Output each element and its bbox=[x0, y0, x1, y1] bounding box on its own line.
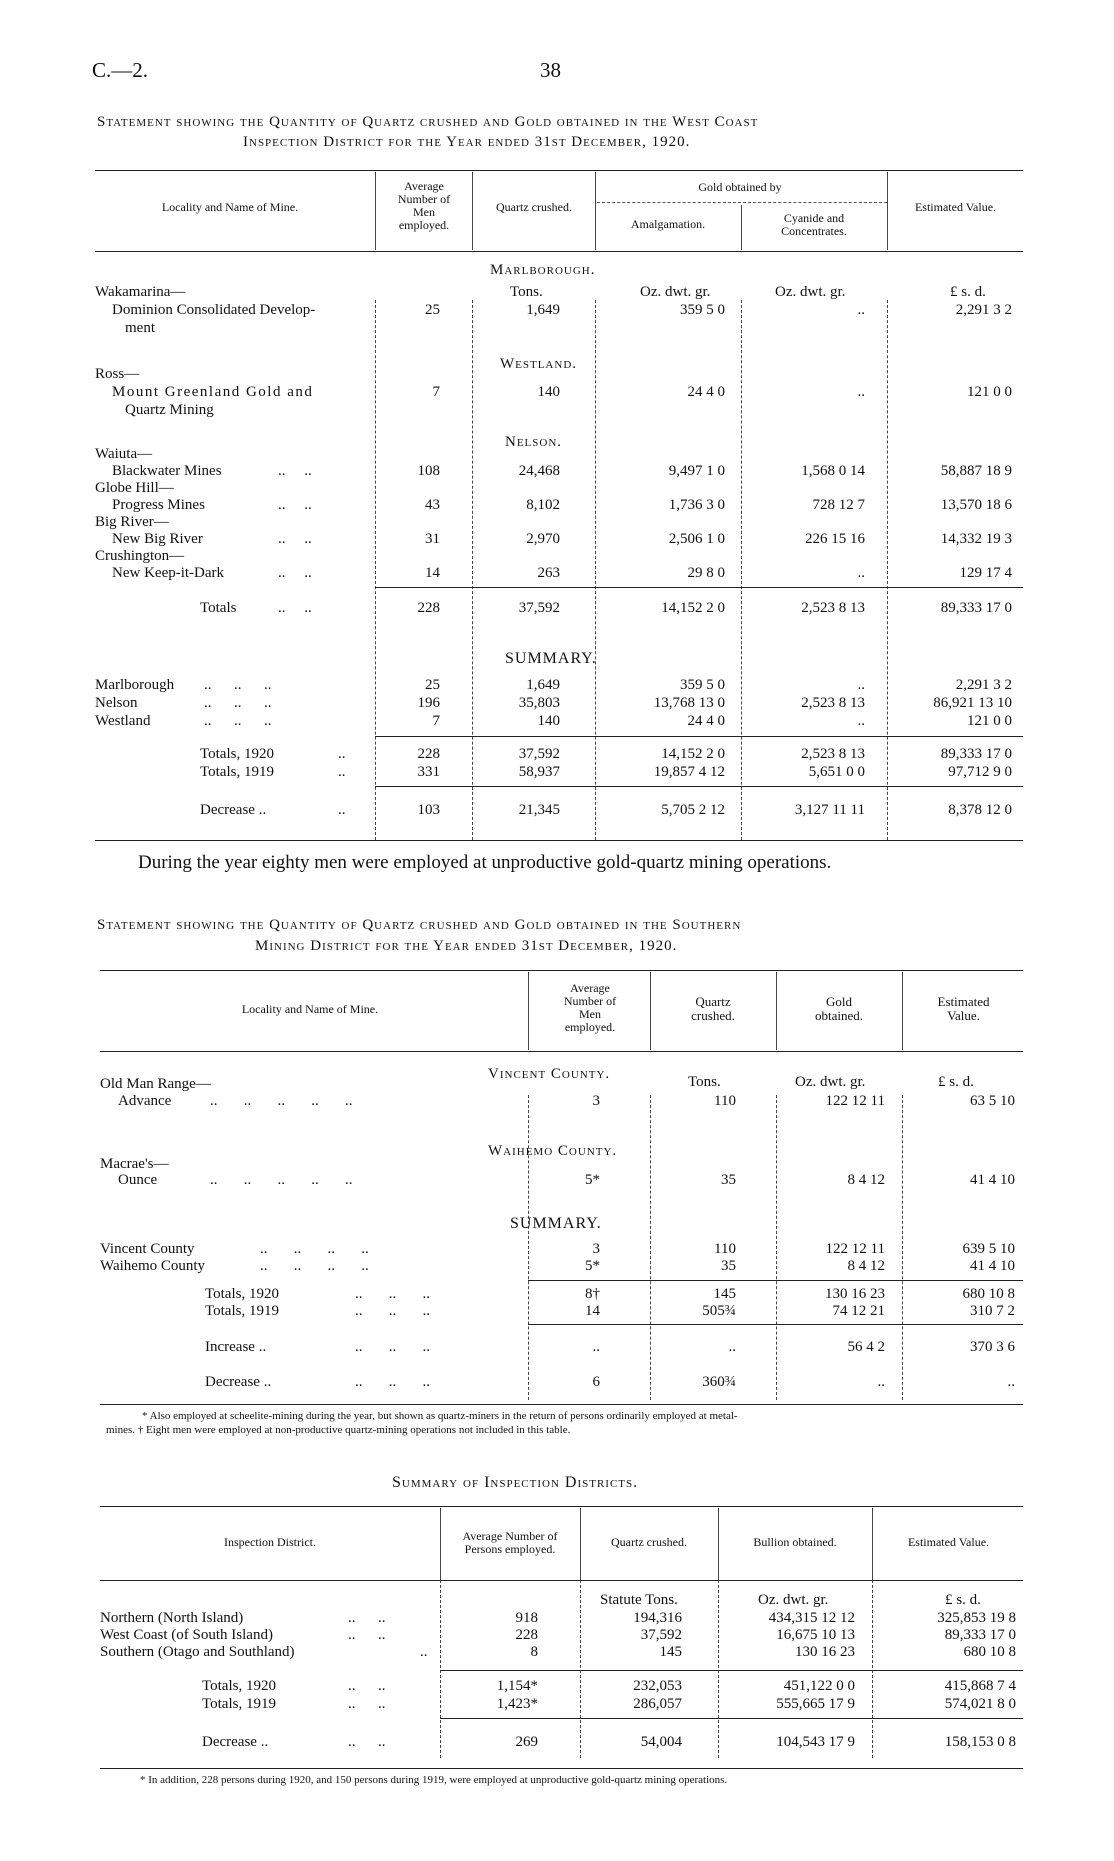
wc-decrease-value: 8,378 12 0 bbox=[948, 802, 1012, 818]
districts-decrease-quartz: 54,004 bbox=[640, 1734, 682, 1750]
wc-section-summary: SUMMARY. bbox=[505, 650, 597, 667]
districts-decrease-bullion: 104,543 17 9 bbox=[776, 1734, 855, 1750]
districts-row-label: West Coast (of South Island) bbox=[100, 1627, 273, 1643]
wc-header-cyanide: Cyanide and Concentrates. bbox=[781, 211, 847, 238]
wc-totals1920-amalgamation: 14,152 2 0 bbox=[661, 746, 725, 762]
wc-summary-cyanide: .. bbox=[857, 677, 865, 693]
south-bottom-rule bbox=[100, 1404, 1023, 1405]
south-row-mine: Ounce bbox=[118, 1172, 158, 1188]
wc-row-amalgamation: 29 8 0 bbox=[687, 565, 725, 581]
wc-row-men: 25 bbox=[425, 302, 440, 318]
wc-totals-cyanide: 2,523 8 13 bbox=[801, 600, 865, 616]
south-row-gold: 122 12 11 bbox=[825, 1093, 885, 1109]
south-summary-men: 5* bbox=[585, 1258, 600, 1274]
districts-column-line bbox=[872, 1580, 873, 1758]
south-section-summary: SUMMARY. bbox=[510, 1215, 602, 1232]
south-totals1920-label: Totals, 1920 bbox=[205, 1286, 279, 1302]
districts-top-rule bbox=[100, 1506, 1023, 1507]
south-section-waihemo: Waihemo County. bbox=[488, 1143, 618, 1159]
districts-leader-dots: .. .. bbox=[348, 1734, 386, 1750]
wc-row-locality: Ross— bbox=[95, 366, 140, 382]
south-row-quartz: 35 bbox=[721, 1172, 736, 1188]
wc-row-men: 31 bbox=[425, 531, 440, 547]
south-leader-dots: .. .. .. .. .. bbox=[210, 1172, 353, 1188]
wc-row-locality: Wakamarina— bbox=[95, 284, 186, 300]
south-footnote-line1: * Also employed at scheelite-mining during the year, but shown as quartz-miners in the return of persons ordinarily employed at metal- bbox=[142, 1410, 738, 1422]
wc-summary-label: Westland bbox=[95, 713, 151, 729]
wc-row-mine: Mount Greenland Gold and bbox=[112, 384, 314, 400]
wc-header-gold: Gold obtained by bbox=[698, 180, 782, 194]
wc-column-line bbox=[595, 300, 596, 840]
wc-summary-value: 86,921 13 10 bbox=[933, 695, 1012, 711]
districts-unit-oz: Oz. dwt. gr. bbox=[758, 1592, 829, 1608]
wc-row-quartz: 8,102 bbox=[526, 497, 560, 513]
south-diff-rule bbox=[528, 1324, 1023, 1325]
wc-totals1919-label: Totals, 1919 bbox=[200, 764, 274, 780]
south-leader-dots: .. .. .. bbox=[355, 1303, 430, 1319]
districts-totals1920-quartz: 232,053 bbox=[633, 1678, 682, 1694]
unproductive-note: During the year eighty men were employed at unproductive gold-quartz mining operations. bbox=[138, 852, 832, 873]
districts-row-label: Northern (North Island) bbox=[100, 1610, 244, 1626]
wc-row-quartz: 140 bbox=[537, 384, 560, 400]
wc-header-gold-rule bbox=[597, 202, 887, 203]
south-totals1919-gold: 74 12 21 bbox=[832, 1303, 885, 1319]
wc-row-cyanide: .. bbox=[857, 384, 865, 400]
wc-unit-oz-cyan: Oz. dwt. gr. bbox=[775, 284, 846, 300]
south-header-gold: Gold obtained. bbox=[814, 994, 863, 1023]
south-footnote-line2: mines. † Eight men were employed at non-productive quartz-mining operations not included in this table. bbox=[106, 1424, 571, 1436]
south-totals1920-value: 680 10 8 bbox=[962, 1286, 1015, 1302]
south-section-vincent: Vincent County. bbox=[488, 1066, 611, 1082]
wc-totals1920-value: 89,333 17 0 bbox=[940, 746, 1012, 762]
districts-row-quartz: 145 bbox=[659, 1644, 682, 1660]
districts-totals1919-bullion: 555,665 17 9 bbox=[776, 1696, 855, 1712]
wc-row-mine: Dominion Consolidated Develop- bbox=[112, 302, 316, 318]
page-number: 38 bbox=[540, 58, 561, 82]
districts-totals1920-label: Totals, 1920 bbox=[202, 1678, 276, 1694]
south-summary-label: Waihemo County bbox=[100, 1258, 206, 1274]
south-unit-tons: Tons. bbox=[688, 1074, 721, 1090]
south-row-men: 5* bbox=[585, 1172, 600, 1188]
south-leader-dots: .. .. .. bbox=[355, 1286, 430, 1302]
wc-bottom-rule bbox=[95, 840, 1023, 841]
wc-header-locality: Locality and Name of Mine. bbox=[161, 200, 299, 214]
wc-totals1920-label: Totals, 1920 bbox=[200, 746, 274, 762]
districts-totals-rule bbox=[440, 1670, 1023, 1671]
wc-leader-dots: .. .. .. bbox=[204, 677, 272, 693]
wc-row-cyanide: .. bbox=[857, 565, 865, 581]
south-summary-value: 41 4 10 bbox=[970, 1258, 1015, 1274]
south-header-divider bbox=[902, 972, 903, 1050]
districts-header-divider bbox=[872, 1508, 873, 1580]
south-header-men: Average Number of Men employed. bbox=[563, 981, 617, 1034]
south-leader-dots: .. .. .. bbox=[355, 1374, 430, 1390]
south-decrease-value: .. bbox=[1007, 1374, 1015, 1390]
south-leader-dots: .. .. .. .. bbox=[260, 1258, 369, 1274]
wc-row-quartz: 263 bbox=[537, 565, 560, 581]
wc-row-mine-cont: Quartz Mining bbox=[125, 402, 214, 418]
wc-row-locality: Waiuta— bbox=[95, 446, 153, 462]
south-summary-value: 639 5 10 bbox=[962, 1241, 1015, 1257]
districts-leader-dots: .. .. bbox=[348, 1696, 386, 1712]
districts-row-label: Southern (Otago and Southland) bbox=[100, 1644, 295, 1660]
wc-leader-dots: .. .. bbox=[278, 565, 312, 581]
wc-row-amalgamation: 1,736 3 0 bbox=[668, 497, 725, 513]
wc-summary-value: 121 0 0 bbox=[967, 713, 1012, 729]
south-row-quartz: 110 bbox=[714, 1093, 736, 1109]
wc-column-line bbox=[472, 300, 473, 840]
wc-summary-cyanide: 2,523 8 13 bbox=[801, 695, 865, 711]
districts-column-line bbox=[440, 1580, 441, 1758]
districts-decrease-rule bbox=[440, 1718, 1023, 1719]
districts-unit-money: £ s. d. bbox=[945, 1592, 981, 1608]
wc-summary-amalgamation: 359 5 0 bbox=[680, 677, 725, 693]
south-leader-dots: .. .. .. .. .. bbox=[210, 1093, 353, 1109]
districts-totals1919-label: Totals, 1919 bbox=[202, 1696, 276, 1712]
wc-totals1919-quartz: 58,937 bbox=[518, 764, 560, 780]
districts-decrease-persons: 269 bbox=[515, 1734, 538, 1750]
south-row-mine: Advance bbox=[118, 1093, 172, 1109]
south-row-locality: Macrae's— bbox=[100, 1156, 169, 1172]
south-totals1919-value: 310 7 2 bbox=[970, 1303, 1015, 1319]
west-coast-title-line2: Inspection District for the Year ended 31st December, 1920. bbox=[243, 134, 691, 150]
wc-totals-rule bbox=[375, 736, 1023, 737]
wc-totals-rule bbox=[375, 587, 1023, 588]
wc-row-men: 7 bbox=[432, 384, 440, 400]
wc-header-divider bbox=[375, 172, 376, 250]
districts-row-persons: 8 bbox=[530, 1644, 538, 1660]
south-row-value: 63 5 10 bbox=[970, 1093, 1015, 1109]
wc-unit-money: £ s. d. bbox=[950, 284, 986, 300]
wc-row-quartz: 24,468 bbox=[518, 463, 560, 479]
districts-leader-dots: .. .. bbox=[348, 1678, 386, 1694]
south-increase-men: .. bbox=[592, 1339, 600, 1355]
wc-decrease-label: Decrease .. bbox=[200, 802, 267, 818]
wc-row-locality: Globe Hill— bbox=[95, 480, 174, 496]
page-reference: C.—2. bbox=[92, 58, 149, 82]
districts-header-divider bbox=[440, 1508, 441, 1580]
wc-header-men: Average Number of Men employed. bbox=[397, 179, 451, 232]
districts-header-quartz: Quartz crushed. bbox=[611, 1535, 687, 1549]
wc-summary-quartz: 1,649 bbox=[526, 677, 560, 693]
districts-row-persons: 918 bbox=[515, 1610, 538, 1626]
wc-summary-amalgamation: 24 4 0 bbox=[687, 713, 725, 729]
south-column-line bbox=[776, 1095, 777, 1400]
wc-row-cyanide: 728 12 7 bbox=[812, 497, 865, 513]
districts-row-bullion: 16,675 10 13 bbox=[776, 1627, 855, 1643]
west-coast-top-rule bbox=[95, 170, 1023, 171]
districts-bottom-rule bbox=[100, 1768, 1023, 1769]
south-leader-dots: .. .. .. bbox=[355, 1339, 430, 1355]
wc-row-men: 108 bbox=[417, 463, 440, 479]
wc-column-line bbox=[741, 300, 742, 840]
south-increase-label: Increase .. bbox=[205, 1339, 267, 1355]
south-row-locality: Old Man Range— bbox=[100, 1076, 211, 1092]
districts-row-quartz: 194,316 bbox=[633, 1610, 682, 1626]
wc-row-amalgamation: 9,497 1 0 bbox=[668, 463, 725, 479]
wc-totals1919-value: 97,712 9 0 bbox=[948, 764, 1012, 780]
wc-column-line bbox=[887, 300, 888, 840]
wc-decrease-rule bbox=[375, 786, 1023, 787]
south-totals1920-gold: 130 16 23 bbox=[825, 1286, 885, 1302]
wc-column-line bbox=[375, 300, 376, 840]
south-increase-quartz: .. bbox=[728, 1339, 736, 1355]
districts-row-value: 680 10 8 bbox=[963, 1644, 1016, 1660]
south-decrease-label: Decrease .. bbox=[205, 1374, 272, 1390]
wc-totals1919-cyanide: 5,651 0 0 bbox=[808, 764, 865, 780]
wc-leader-dots: .. .. bbox=[278, 497, 312, 513]
wc-summary-label: Marlborough bbox=[95, 677, 175, 693]
south-row-gold: 8 4 12 bbox=[847, 1172, 885, 1188]
wc-row-mine-cont: ment bbox=[125, 320, 155, 336]
south-top-rule bbox=[100, 970, 1023, 971]
wc-header-value: Estimated Value. bbox=[914, 200, 997, 214]
districts-row-value: 89,333 17 0 bbox=[944, 1627, 1016, 1643]
south-row-men: 3 bbox=[592, 1093, 600, 1109]
wc-row-mine: New Big River bbox=[112, 531, 203, 547]
districts-row-bullion: 434,315 12 12 bbox=[768, 1610, 855, 1626]
south-summary-quartz: 35 bbox=[721, 1258, 736, 1274]
districts-totals1920-value: 415,868 7 4 bbox=[944, 1678, 1016, 1694]
districts-totals1920-persons: 1,154* bbox=[496, 1678, 538, 1694]
wc-row-amalgamation: 2,506 1 0 bbox=[668, 531, 725, 547]
wc-row-quartz: 1,649 bbox=[526, 302, 560, 318]
districts-leader-dots: .. bbox=[420, 1644, 428, 1660]
wc-section-nelson: Nelson. bbox=[505, 434, 563, 450]
districts-leader-dots: .. .. bbox=[348, 1610, 386, 1626]
south-totals1919-quartz: 505¾ bbox=[702, 1303, 736, 1319]
southern-title-line1: Statement showing the Quantity of Quartz crushed and Gold obtained in the Southern bbox=[97, 917, 742, 933]
districts-header-persons: Average Number of Persons employed. bbox=[462, 1529, 558, 1556]
wc-totals1920-cyanide: 2,523 8 13 bbox=[801, 746, 865, 762]
districts-totals1919-persons: 1,423* bbox=[496, 1696, 538, 1712]
wc-unit-oz-amal: Oz. dwt. gr. bbox=[640, 284, 711, 300]
south-column-line bbox=[902, 1095, 903, 1400]
wc-row-value: 58,887 18 9 bbox=[940, 463, 1012, 479]
wc-totals-men: 228 bbox=[417, 600, 440, 616]
districts-row-value: 325,853 19 8 bbox=[937, 1610, 1016, 1626]
districts-totals1920-bullion: 451,122 0 0 bbox=[783, 1678, 855, 1694]
wc-row-value: 13,570 18 6 bbox=[940, 497, 1012, 513]
districts-header-bullion: Bullion obtained. bbox=[753, 1535, 837, 1549]
wc-row-value: 14,332 19 3 bbox=[940, 531, 1012, 547]
wc-leader-dots: .. .. bbox=[278, 531, 312, 547]
wc-row-value: 129 17 4 bbox=[959, 565, 1012, 581]
south-header-divider bbox=[528, 972, 529, 1050]
south-header-divider bbox=[650, 972, 651, 1050]
districts-header-divider bbox=[580, 1508, 581, 1580]
south-unit-oz: Oz. dwt. gr. bbox=[795, 1074, 866, 1090]
south-totals1920-men: 8† bbox=[585, 1286, 600, 1302]
south-summary-label: Vincent County bbox=[100, 1241, 195, 1257]
south-decrease-gold: .. bbox=[877, 1374, 885, 1390]
wc-unit-tons: Tons. bbox=[510, 284, 543, 300]
south-totals1919-label: Totals, 1919 bbox=[205, 1303, 279, 1319]
wc-row-men: 43 bbox=[425, 497, 440, 513]
south-leader-dots: .. .. .. .. bbox=[260, 1241, 369, 1257]
wc-header-quartz: Quartz crushed. bbox=[496, 200, 572, 214]
districts-column-line bbox=[718, 1580, 719, 1758]
wc-section-marlborough: Marlborough. bbox=[490, 262, 596, 278]
south-column-line bbox=[528, 1095, 529, 1400]
districts-title: Summary of Inspection Districts. bbox=[392, 1474, 639, 1491]
wc-totals1919-amalgamation: 19,857 4 12 bbox=[653, 764, 725, 780]
south-decrease-men: 6 bbox=[592, 1374, 600, 1390]
wc-leader-dots: .. bbox=[338, 746, 346, 762]
south-totals1919-men: 14 bbox=[585, 1303, 600, 1319]
districts-row-quartz: 37,592 bbox=[640, 1627, 682, 1643]
districts-leader-dots: .. .. bbox=[348, 1627, 386, 1643]
wc-leader-dots: .. .. .. bbox=[204, 695, 272, 711]
wc-totals1920-men: 228 bbox=[417, 746, 440, 762]
wc-summary-label: Nelson bbox=[95, 695, 138, 711]
wc-row-locality: Big River— bbox=[95, 514, 169, 530]
wc-header-amalgamation: Amalgamation. bbox=[630, 217, 706, 231]
south-totals-rule bbox=[528, 1280, 1023, 1281]
districts-header-divider bbox=[718, 1508, 719, 1580]
wc-section-westland: Westland. bbox=[500, 356, 578, 372]
south-summary-gold: 8 4 12 bbox=[847, 1258, 885, 1274]
wc-row-men: 14 bbox=[425, 565, 440, 581]
wc-summary-amalgamation: 13,768 13 0 bbox=[653, 695, 725, 711]
south-increase-value: 370 3 6 bbox=[970, 1339, 1015, 1355]
wc-summary-men: 25 bbox=[425, 677, 440, 693]
south-summary-quartz: 110 bbox=[714, 1241, 736, 1257]
wc-leader-dots: .. bbox=[338, 802, 346, 818]
wc-decrease-cyanide: 3,127 11 11 bbox=[794, 802, 865, 818]
districts-header-district: Inspection District. bbox=[224, 1535, 316, 1549]
south-header-divider bbox=[776, 972, 777, 1050]
south-header-value: Estimated Value. bbox=[937, 994, 990, 1023]
wc-row-amalgamation: 359 5 0 bbox=[680, 302, 725, 318]
districts-header-bottom-rule bbox=[100, 1580, 1023, 1581]
wc-totals-quartz: 37,592 bbox=[518, 600, 560, 616]
districts-column-line bbox=[580, 1580, 581, 1758]
south-summary-gold: 122 12 11 bbox=[825, 1241, 885, 1257]
wc-header-bottom-rule bbox=[95, 251, 1023, 252]
districts-totals1919-value: 574,021 8 0 bbox=[944, 1696, 1016, 1712]
districts-totals1919-quartz: 286,057 bbox=[633, 1696, 682, 1712]
wc-header-divider bbox=[472, 172, 473, 250]
districts-unit-tons: Statute Tons. bbox=[600, 1592, 678, 1608]
west-coast-title-line1: Statement showing the Quantity of Quartz crushed and Gold obtained in the West Coast bbox=[97, 114, 759, 130]
wc-totals-amalgamation: 14,152 2 0 bbox=[661, 600, 725, 616]
south-row-value: 41 4 10 bbox=[970, 1172, 1015, 1188]
wc-summary-men: 7 bbox=[432, 713, 440, 729]
wc-summary-cyanide: .. bbox=[857, 713, 865, 729]
districts-decrease-value: 158,153 0 8 bbox=[944, 1734, 1016, 1750]
wc-row-cyanide: .. bbox=[857, 302, 865, 318]
wc-leader-dots: .. .. bbox=[278, 600, 312, 616]
wc-totals1919-men: 331 bbox=[417, 764, 440, 780]
wc-row-quartz: 2,970 bbox=[526, 531, 560, 547]
south-header-quartz: Quartz crushed. bbox=[691, 994, 735, 1023]
wc-row-amalgamation: 24 4 0 bbox=[687, 384, 725, 400]
wc-row-cyanide: 226 15 16 bbox=[805, 531, 865, 547]
districts-header-value: Estimated Value. bbox=[907, 1535, 990, 1549]
districts-row-persons: 228 bbox=[515, 1627, 538, 1643]
wc-leader-dots: .. bbox=[338, 764, 346, 780]
wc-decrease-amalgamation: 5,705 2 12 bbox=[661, 802, 725, 818]
south-unit-money: £ s. d. bbox=[938, 1074, 974, 1090]
wc-summary-value: 2,291 3 2 bbox=[955, 677, 1012, 693]
wc-totals-label: Totals bbox=[200, 600, 237, 616]
wc-decrease-quartz: 21,345 bbox=[518, 802, 560, 818]
wc-row-locality: Crushington— bbox=[95, 548, 185, 564]
wc-totals1920-quartz: 37,592 bbox=[518, 746, 560, 762]
south-header-locality: Locality and Name of Mine. bbox=[241, 1002, 379, 1016]
wc-leader-dots: .. .. .. bbox=[204, 713, 272, 729]
south-totals1920-quartz: 145 bbox=[713, 1286, 736, 1302]
wc-row-mine: Blackwater Mines bbox=[112, 463, 222, 479]
wc-row-value: 121 0 0 bbox=[967, 384, 1012, 400]
districts-footnote: * In addition, 228 persons during 1920, and 150 persons during 1919, were employed at unproductive gold-quartz mining operations. bbox=[140, 1774, 728, 1786]
districts-row-bullion: 130 16 23 bbox=[795, 1644, 855, 1660]
wc-row-value: 2,291 3 2 bbox=[955, 302, 1012, 318]
south-header-bottom-rule bbox=[100, 1051, 1023, 1052]
south-summary-men: 3 bbox=[592, 1241, 600, 1257]
wc-row-cyanide: 1,568 0 14 bbox=[801, 463, 865, 479]
districts-decrease-label: Decrease .. bbox=[202, 1734, 269, 1750]
wc-row-mine: Progress Mines bbox=[112, 497, 205, 513]
southern-title-line2: Mining District for the Year ended 31st December, 1920. bbox=[255, 938, 678, 954]
wc-leader-dots: .. .. bbox=[278, 463, 312, 479]
wc-row-mine: New Keep-it-Dark bbox=[112, 565, 225, 581]
wc-totals-value: 89,333 17 0 bbox=[940, 600, 1012, 616]
south-increase-gold: 56 4 2 bbox=[847, 1339, 885, 1355]
wc-decrease-men: 103 bbox=[417, 802, 440, 818]
south-decrease-quartz: 360¾ bbox=[702, 1374, 736, 1390]
wc-summary-quartz: 140 bbox=[537, 713, 560, 729]
wc-summary-men: 196 bbox=[417, 695, 440, 711]
south-column-line bbox=[650, 1095, 651, 1400]
wc-summary-quartz: 35,803 bbox=[518, 695, 560, 711]
